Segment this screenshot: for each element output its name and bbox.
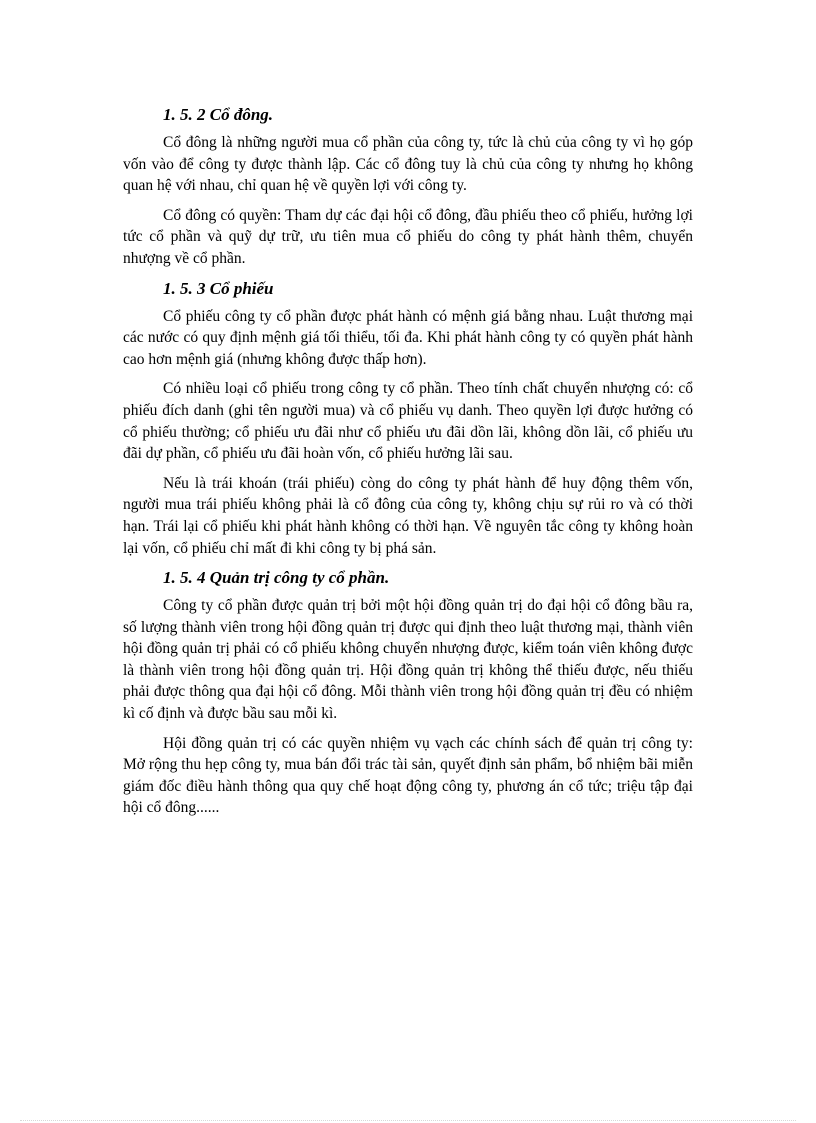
section-shares [123,278,693,560]
section-shareholders [123,104,693,270]
paragraph: Cổ đông là những người mua cổ phần của công ty, tức là chủ của công ty vì họ góp vốn vào để công ty được thành lập. Các cổ đông tuy là chủ của công ty nhưng họ không quan hệ với nhau, chỉ quan hệ về quyền lợi với công ty. [123,134,693,195]
paragraph: Hội đồng quản trị có các quyền nhiệm vụ vạch các chính sách để quản trị công ty: Mở rộng thu hẹp công ty, mua bán đổi trác tài sản, quyết định sản phẩm, bổ nhiệm bãi miễn giám đốc điều hành thông qua quy chế hoạt động công ty, phương án cổ tức; triệu tập đại hội cổ đông...... [123,734,693,817]
paragraph: Cổ đông có quyền: Tham dự các đại hội cổ đông, đầu phiếu theo cổ phiếu, hưởng lợi tức cổ phần và quỹ dự trữ, ưu tiên mua cổ phiếu do công ty phát hành thêm, chuyển nhượng về cổ phần. [123,206,693,267]
paragraph: Công ty cổ phần được quản trị bởi một hội đồng quản trị do đại hội cổ đông bầu ra, số lượng thành viên trong hội đồng quản trị được qui định theo luật thương mại, thành viên hội đồng quản trị phải có cổ phiếu không chuyển nhượng được, kiểm toán viên không được là thành viên trong hội đồng quản trị. Hội đồng quản trị không thể thiếu được, nếu thiếu phải được thông qua đại hội cổ đông. Mỗi thành viên trong hội đồng quản trị đều có nhiệm kì cố định và được bầu sau mỗi kì. [123,597,693,723]
page-bottom-divider [20,1120,796,1121]
section-heading: 1. 5. 2 Cổ đông. [163,105,274,124]
document-page [123,104,693,827]
paragraph: Nếu là trái khoán (trái phiếu) còng do công ty phát hành để huy động thêm vốn, người mua trái phiếu không phải là cổ đông của công ty, không chịu sự rủi ro và có thời hạn. Trái lại cổ phiếu khi phát hành không có thời hạn. Về nguyên tắc công ty không hoàn lại vốn, cổ phiếu chỉ mất đi khi công ty bị phá sản. [123,474,693,557]
paragraph: Có nhiều loại cổ phiếu trong công ty cổ phần. Theo tính chất chuyển nhượng có: cổ phiếu đích danh (ghi tên người mua) và cổ phiếu vụ danh. Theo quyền lợi được hưởng có cổ phiếu thường; cổ phiếu ưu đãi như cổ phiếu ưu đãi dồn lãi, không dồn lãi, cổ phiếu ưu đãi dự phần, cổ phiếu ưu đãi hoàn vốn, cổ phiếu hưởng lãi sau. [123,380,693,463]
section-heading: 1. 5. 3 Cổ phiếu [163,278,274,298]
section-heading: 1. 5. 4 Quản trị công ty cổ phần. [163,568,390,588]
section-governance [123,567,693,819]
paragraph: Cổ phiếu công ty cổ phần được phát hành có mệnh giá bằng nhau. Luật thương mại các nước có quy định mệnh giá tối thiểu, tối đa. Khi phát hành công ty có quyền phát hành cao hơn mệnh giá (nhưng không được thấp hơn). [123,307,693,368]
